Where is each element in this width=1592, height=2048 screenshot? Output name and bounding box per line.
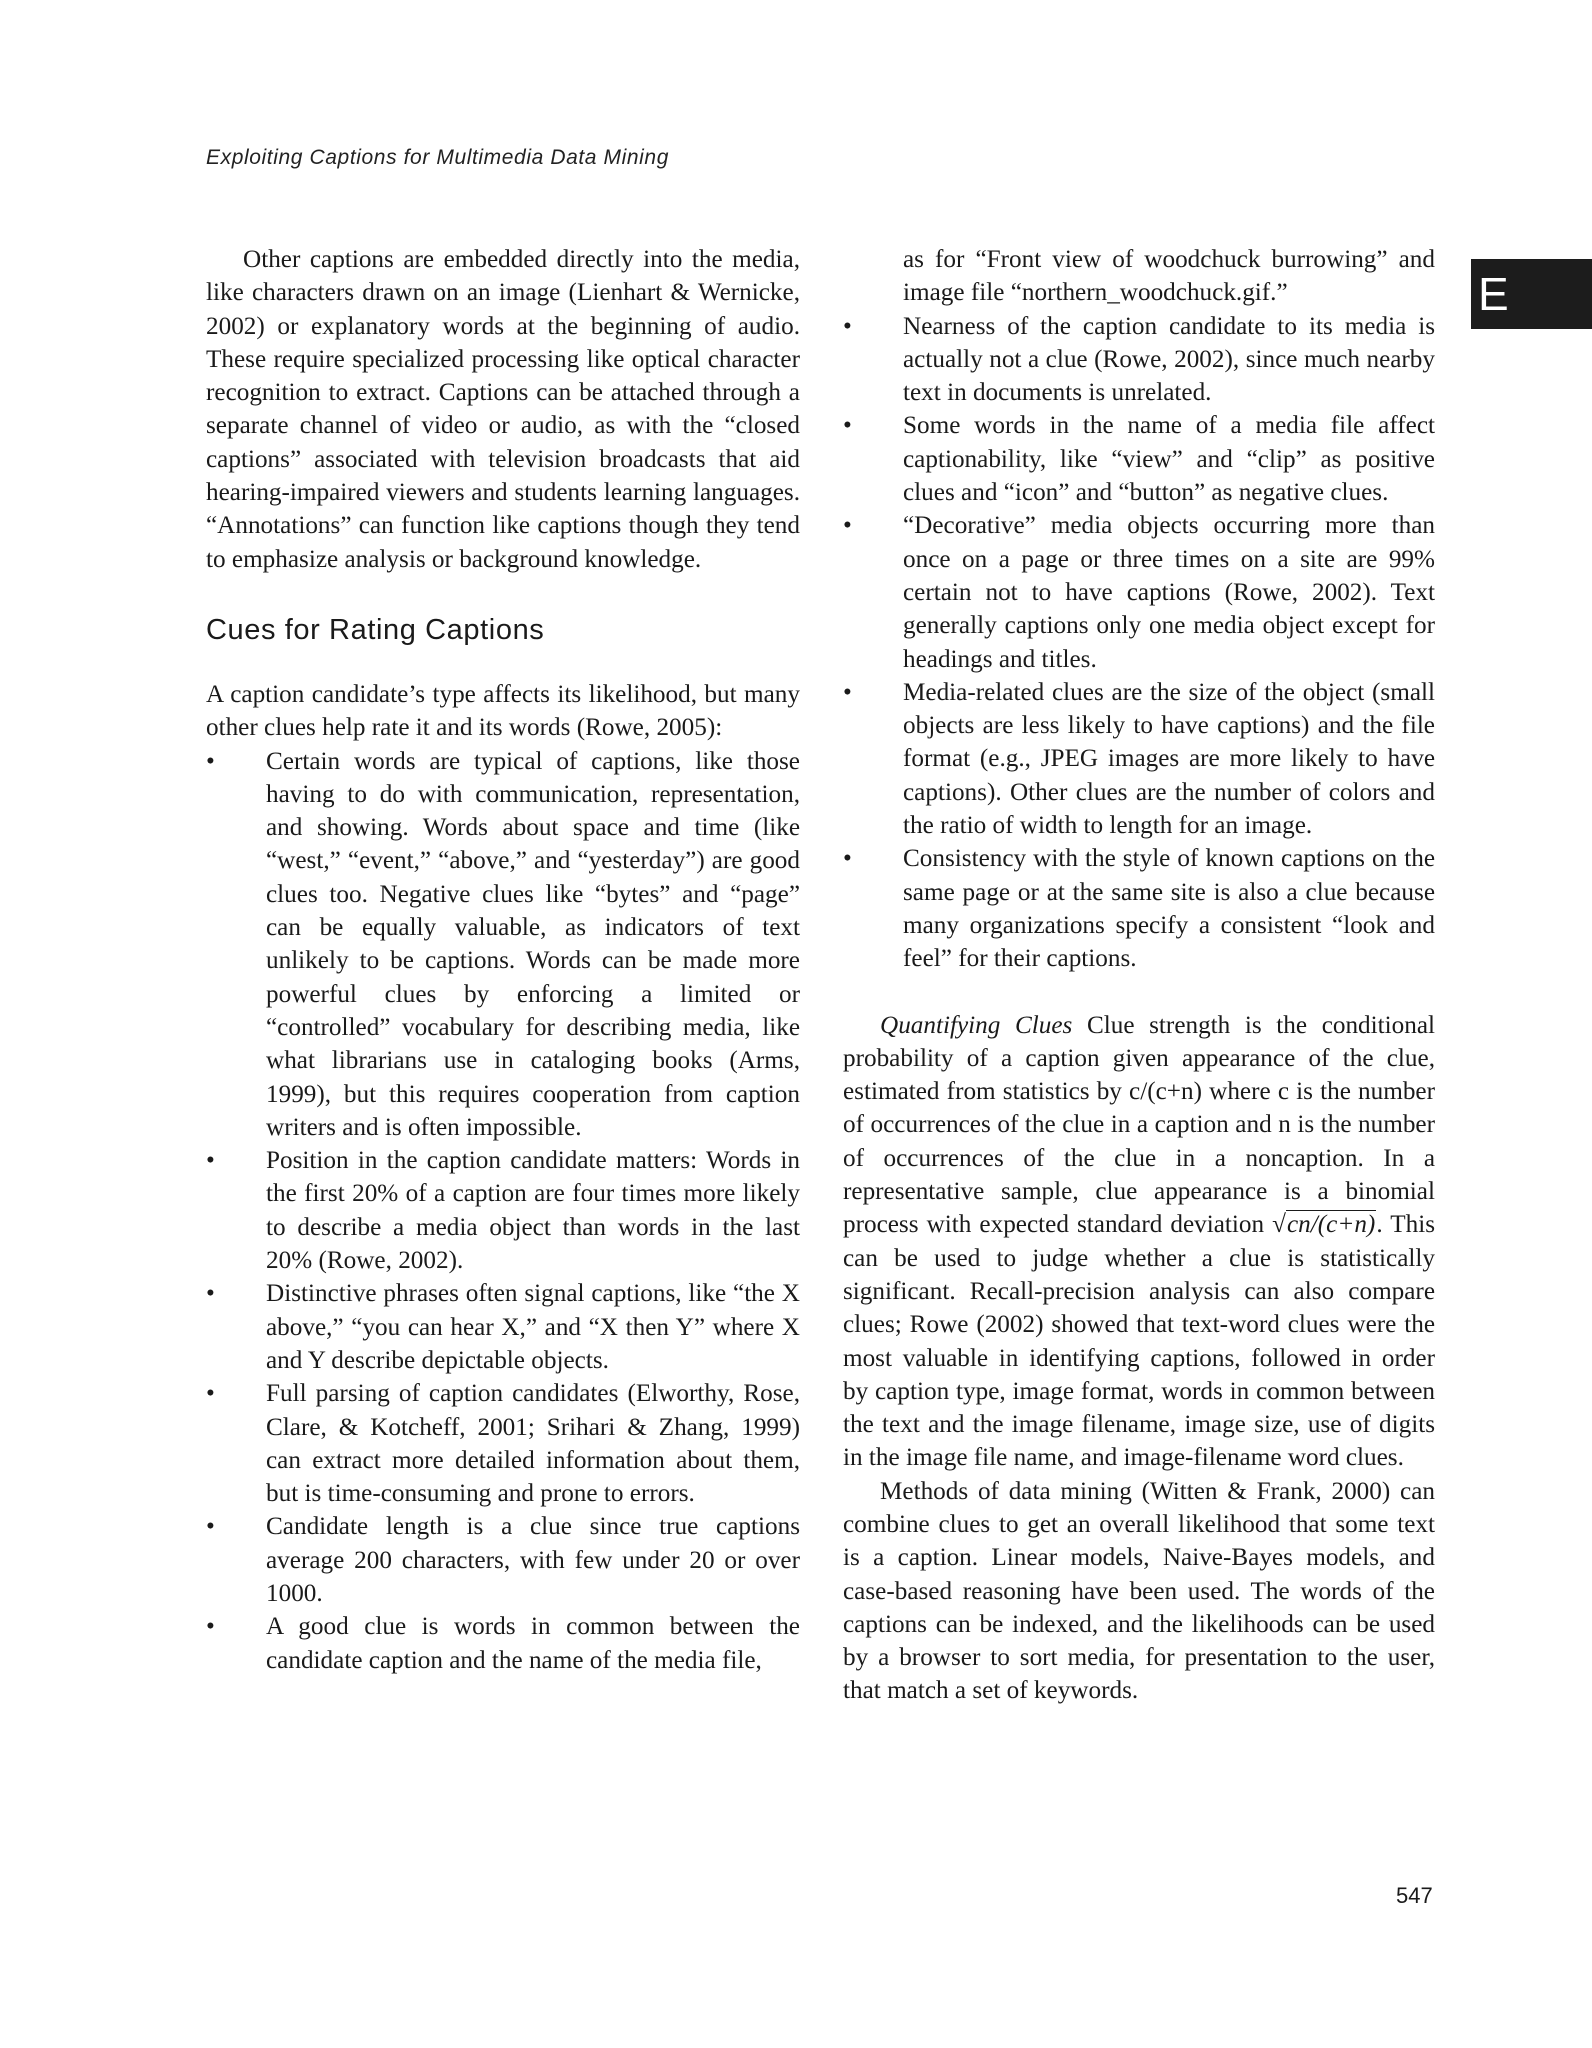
bullet-dot: •	[206, 1280, 215, 1308]
section-heading: Cues for Rating Captions	[206, 613, 545, 646]
intro-paragraph: Other captions are embedded directly into the media, like characters drawn on an image (Lienhart & Wernicke, 2002) or explanatory words at the beginning of audio. These require specialized processing like optical character recognition to extract. Captions can be attached through a separate channel of video or audio, as with the “closed captions” associated with television broadcasts that aid hearing-impaired viewers and students learning languages. “Annotations” can function like captions though they tend to emphasize analysis or background knowledge.	[206, 246, 800, 573]
bullet-dot: •	[843, 412, 852, 440]
bullet-text: Distinctive phrases often signal captions, like “the X above,” “you can hear X,” and “X then Y” where X and Y describe depictable objects.	[266, 1280, 800, 1374]
left-bullet-list	[206, 745, 800, 1677]
bullet-text: A good clue is words in common between the candidate caption and the name of the media file,	[266, 1613, 800, 1674]
page-number: 547	[1396, 1883, 1433, 1908]
bullet-dot: •	[843, 312, 852, 340]
bullet-dot: •	[843, 678, 852, 706]
body-text: Clue strength is the conditional probability of a caption given appearance of the clue, estimated from statistics by c/(c+n) where c is the number of occurrences of the clue in a caption and n is the number of occurrences of the clue in a noncaption. In a representative sample, clue appearance is a binomial process with expected standard deviation	[843, 1011, 1436, 1239]
quantifying-clues-paragraph	[843, 1009, 1435, 1475]
bullet-dot: •	[206, 1147, 215, 1175]
right-bullet-list	[843, 243, 1435, 976]
bullet-item	[843, 409, 1435, 509]
bullet-item	[843, 509, 1435, 675]
body-text: . This can be used to judge whether a clue is statistically significant. Recall-precision analysis can also compare clues; Rowe (2002) showed that text-word clues were the most valuable in identifying captions, followed in order by caption type, image format, words in common between the text and the image filename, image size, use of digits in the image file name, and image-filename word clues.	[843, 1211, 1435, 1472]
run-in-heading: Quantifying Clues	[880, 1011, 1073, 1039]
bullet-dot: •	[206, 747, 215, 775]
bullet-item	[843, 310, 1435, 410]
bullet-text: Some words in the name of a media file affect captionability, like “view” and “clip” as positive clues and “icon” and “button” as negative clues.	[903, 412, 1435, 507]
bullet-item	[843, 842, 1435, 975]
bullet-continuation	[843, 243, 1435, 310]
bullet-item	[206, 745, 800, 1145]
bullet-item	[206, 1277, 800, 1377]
bullet-item	[206, 1144, 800, 1277]
right-column	[843, 243, 1435, 1708]
bullet-text: as for “Front view of woodchuck burrowing” and image file “northern_woodchuck.gif.”	[903, 246, 1435, 307]
bullet-dot: •	[843, 845, 852, 873]
bullet-dot: •	[843, 512, 852, 540]
std-dev-formula	[1272, 1210, 1376, 1238]
bullet-text: Full parsing of caption candidates (Elworthy, Rose, Clare, & Kotcheff, 2001; Srihari & Zhang, 1999) can extract more detailed information about them, but is time-consuming and prone to errors.	[266, 1380, 800, 1508]
bullet-text: Position in the caption candidate matters: Words in the first 20% of a caption are four times more likely to describe a media object than words in the last 20% (Rowe, 2002).	[266, 1147, 800, 1275]
bullet-text: Candidate length is a clue since true captions average 200 characters, with few under 20 or over 1000.	[266, 1513, 800, 1607]
bullet-text: Consistency with the style of known captions on the same page or at the same site is also a clue because many organizations specify a consistent “look and feel” for their captions.	[903, 845, 1435, 973]
bullet-item	[206, 1510, 800, 1610]
bullet-item	[206, 1377, 800, 1510]
bullet-dot: •	[206, 1513, 215, 1541]
section-tab: E	[1471, 259, 1592, 329]
bullet-item	[206, 1610, 800, 1677]
bullet-dot: •	[206, 1613, 215, 1641]
bullet-text: “Decorative” media objects occurring more than once on a page or three times on a site are 99% certain not to have captions (Rowe, 2002). Text generally captions only one media object except for headings and titles.	[903, 512, 1435, 673]
bullet-text: Certain words are typical of captions, like those having to do with communication, representation, and showing. Words about space and time (like “west,” “event,” “above,” and “yesterday”) are good clues too. Negative clues like “bytes” and “page” can be equally valuable, as indicators of text unlikely to be captions. Words can be made more powerful clues by enforcing a limited or “controlled” vocabulary for describing media, like what librarians use in cataloging books (Arms, 1999), but this requires cooperation from caption writers and is often impossible.	[266, 747, 800, 1141]
lead-paragraph: A caption candidate’s type affects its likelihood, but many other clues help rate it and its words (Rowe, 2005):	[206, 680, 800, 742]
bullet-text: Nearness of the caption candidate to its media is actually not a clue (Rowe, 2002), since much nearby text in documents is unrelated.	[903, 312, 1435, 407]
bullet-dot: •	[206, 1380, 215, 1408]
bullet-item	[843, 676, 1435, 842]
sqrt-symbol: √	[1272, 1211, 1286, 1239]
formula-radicand: cn/(c+n)	[1286, 1211, 1376, 1239]
left-column	[206, 243, 800, 1677]
bullet-text: Media-related clues are the size of the object (small objects are less likely to have captions) and the file format (e.g., JPEG images are more likely to have captions). Other clues are the number of colors and the ratio of width to length for an image.	[903, 678, 1435, 840]
methods-paragraph: Methods of data mining (Witten & Frank, 2000) can combine clues to get an overall likelihood that some text is a caption. Linear models, Naive-Bayes models, and case-based reasoning have been used. The words of the captions can be indexed, and the likelihoods can be used by a browser to sort media, for presentation to the user, that match a set of keywords.	[843, 1477, 1435, 1705]
running-head: Exploiting Captions for Multimedia Data Mining	[206, 146, 669, 169]
